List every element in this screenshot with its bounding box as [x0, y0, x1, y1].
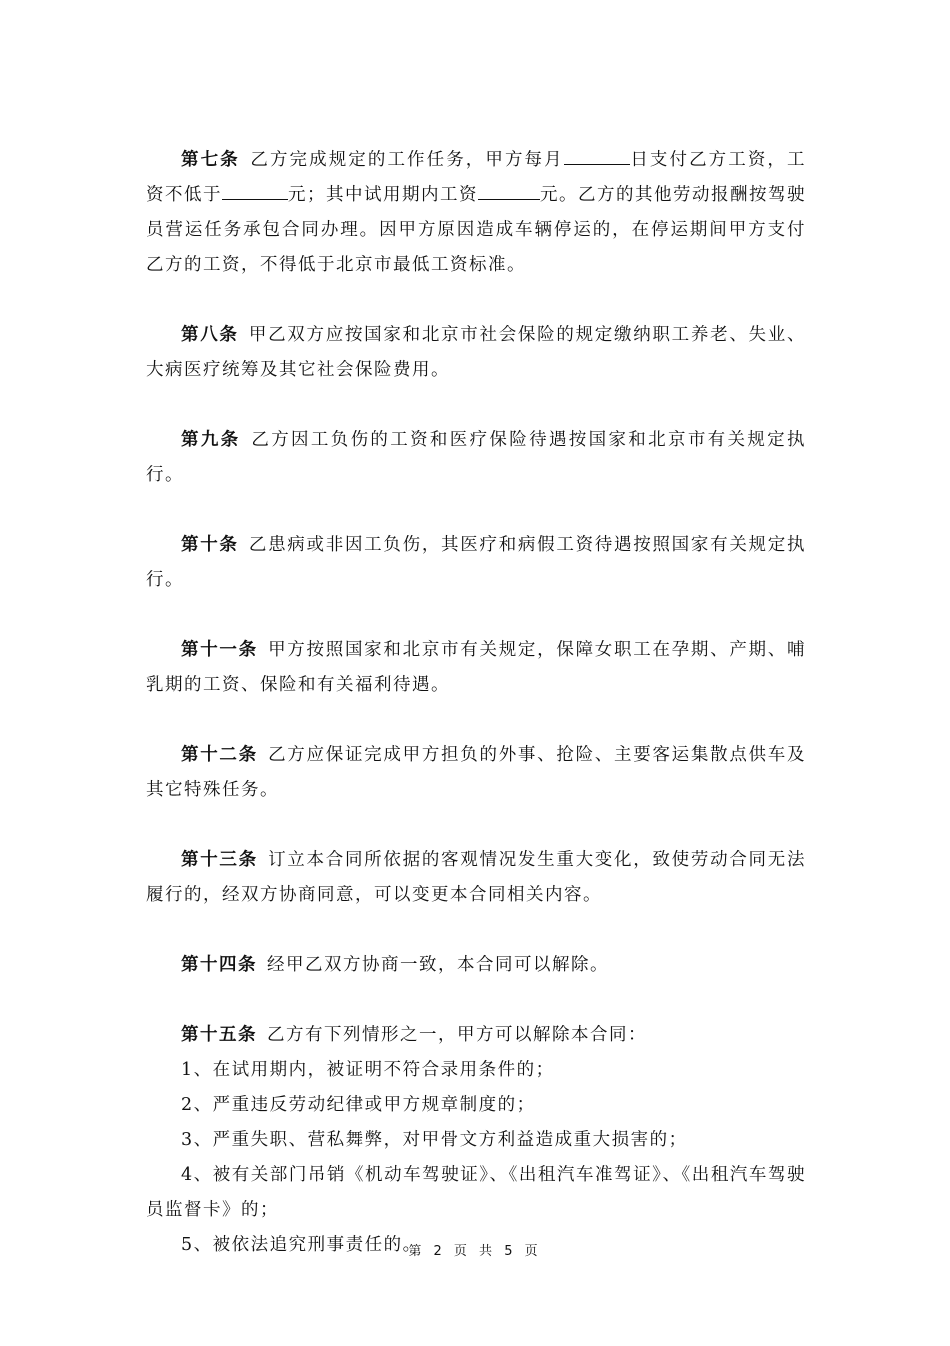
article-text: 乙患病或非因工负伤，其医疗和病假工资待遇按照国家有关规定执行。	[146, 535, 806, 590]
article-8	[146, 318, 806, 388]
blank-probation-wage	[478, 179, 540, 200]
blank-min-wage	[222, 179, 288, 200]
list-item: 3、严重失职、营私舞弊，对甲骨文方利益造成重大损害的；	[181, 1130, 688, 1150]
list-item: 4、被有关部门吊销《机动车驾驶证》、《出租汽车准驾证》、《出租汽车驾驶员监督卡》的；	[146, 1165, 806, 1220]
article-label: 第十四条	[181, 955, 257, 975]
article-text: 乙方因工负伤的工资和医疗保险待遇按国家和北京市有关规定执行。	[146, 430, 807, 485]
article-label: 第十二条	[181, 745, 258, 765]
article-label: 第八条	[181, 325, 239, 345]
article-label: 第十一条	[181, 640, 258, 660]
article-text: 乙方应保证完成甲方担负的外事、抢险、主要客运集散点供车及其它特殊任务。	[146, 745, 806, 800]
list-item: 2、严重违反劳动纪律或甲方规章制度的；	[181, 1095, 536, 1115]
list-item: 1、在试用期内，被证明不符合录用条件的；	[181, 1060, 555, 1080]
article-text: 元。乙方的其他劳动报酬按驾驶员营运任务承包合同办理。因甲方原因造成车辆停运的，在停运期间甲方支付乙方的工资，不得低于北京市最低工资标准。	[146, 185, 806, 275]
article-7	[146, 143, 806, 283]
article-text: 乙方完成规定的工作任务，甲方每月	[249, 150, 564, 170]
article-label: 第七条	[181, 150, 240, 170]
article-11	[146, 633, 806, 703]
article-13	[146, 843, 806, 913]
contract-body	[146, 143, 806, 1263]
article-label: 第十五条	[181, 1025, 257, 1045]
article-label: 第九条	[181, 430, 241, 450]
article-14	[146, 948, 806, 983]
list-item: 5、被依法追究刑事责任的。	[181, 1235, 422, 1255]
article-label: 第十三条	[181, 850, 258, 870]
page-footer: 第 2 页 共 5 页	[408, 1244, 542, 1259]
article-text: 经甲乙双方协商一致，本合同可以解除。	[267, 955, 609, 975]
article-text: 日支付乙方工资，工资不低于	[146, 150, 807, 205]
article-text: 甲乙双方应按国家和北京市社会保险的规定缴纳职工养老、失业、大病医疗统筹及其它社会保险费用。	[146, 325, 806, 380]
article-label: 第十条	[181, 535, 239, 555]
article-15	[146, 1018, 806, 1053]
article-text: 甲方按照国家和北京市有关规定，保障女职工在孕期、产期、哺乳期的工资、保险和有关福利待遇。	[146, 640, 806, 695]
article-9	[146, 423, 806, 493]
article-text: 乙方有下列情形之一，甲方可以解除本合同：	[267, 1025, 647, 1045]
article-10	[146, 528, 806, 598]
article-text: 订立本合同所依据的客观情况发生重大变化，致使劳动合同无法履行的，经双方协商同意，可以变更本合同相关内容。	[146, 850, 806, 905]
blank-pay-day	[564, 144, 630, 165]
article-12	[146, 738, 806, 808]
article-text: 元；其中试用期内工资	[288, 185, 478, 205]
